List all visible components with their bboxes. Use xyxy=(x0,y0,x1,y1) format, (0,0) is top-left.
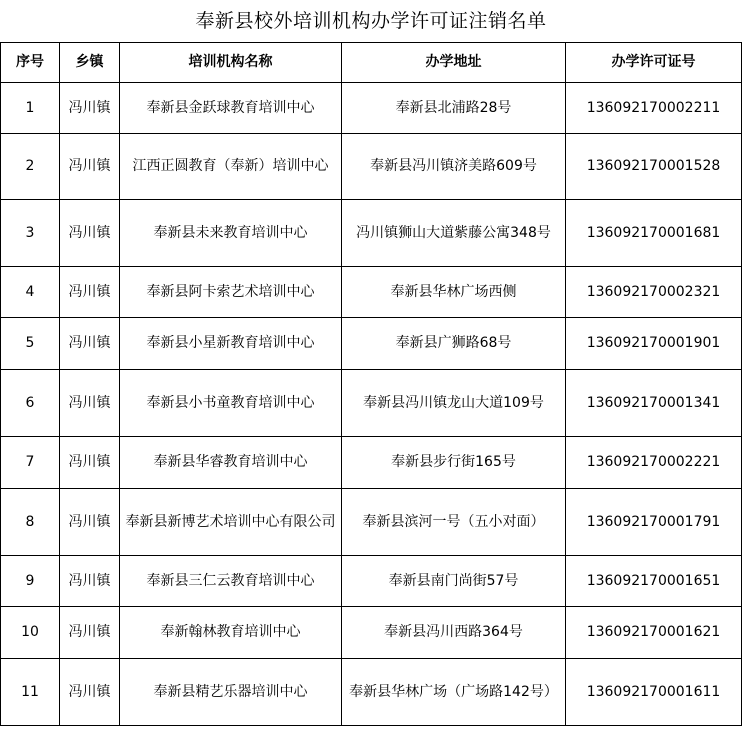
header-town: 乡镇 xyxy=(60,43,120,83)
cell-institution-name: 奉新县未来教育培训中心 xyxy=(120,200,342,267)
cell-license-number: 136092170001528 xyxy=(566,134,742,200)
cell-license-number: 136092170001901 xyxy=(566,318,742,370)
cell-town: 冯川镇 xyxy=(60,556,120,607)
cell-institution-name: 奉新县新博艺术培训中心有限公司 xyxy=(120,489,342,556)
cell-serial-number: 4 xyxy=(1,267,60,318)
table-row xyxy=(1,489,742,556)
cell-license-number: 136092170001621 xyxy=(566,607,742,659)
cell-license-number: 136092170001681 xyxy=(566,200,742,267)
cell-serial-number: 5 xyxy=(1,318,60,370)
cell-address: 奉新县冯川西路364号 xyxy=(342,607,566,659)
cell-town: 冯川镇 xyxy=(60,437,120,489)
cell-town: 冯川镇 xyxy=(60,370,120,437)
table-row xyxy=(1,607,742,659)
cell-town: 冯川镇 xyxy=(60,659,120,726)
cell-license-number: 136092170001791 xyxy=(566,489,742,556)
header-license-number: 办学许可证号 xyxy=(566,43,742,83)
cell-serial-number: 2 xyxy=(1,134,60,200)
cell-address: 奉新县步行街165号 xyxy=(342,437,566,489)
cell-address: 奉新县华林广场（广场路142号） xyxy=(342,659,566,726)
table-row xyxy=(1,134,742,200)
deregistration-table xyxy=(0,42,742,726)
cell-serial-number: 7 xyxy=(1,437,60,489)
cell-license-number: 136092170002321 xyxy=(566,267,742,318)
header-address: 办学地址 xyxy=(342,43,566,83)
table-row xyxy=(1,267,742,318)
cell-license-number: 136092170001341 xyxy=(566,370,742,437)
cell-license-number: 136092170001611 xyxy=(566,659,742,726)
cell-town: 冯川镇 xyxy=(60,607,120,659)
cell-address: 奉新县冯川镇龙山大道109号 xyxy=(342,370,566,437)
cell-serial-number: 1 xyxy=(1,83,60,134)
cell-serial-number: 11 xyxy=(1,659,60,726)
cell-institution-name: 奉新县小星新教育培训中心 xyxy=(120,318,342,370)
cell-institution-name: 奉新翰林教育培训中心 xyxy=(120,607,342,659)
cell-institution-name: 奉新县三仁云教育培训中心 xyxy=(120,556,342,607)
cell-town: 冯川镇 xyxy=(60,489,120,556)
cell-institution-name: 奉新县阿卡索艺术培训中心 xyxy=(120,267,342,318)
cell-address: 奉新县南门尚街57号 xyxy=(342,556,566,607)
cell-address: 奉新县北浦路28号 xyxy=(342,83,566,134)
cell-town: 冯川镇 xyxy=(60,200,120,267)
cell-town: 冯川镇 xyxy=(60,318,120,370)
cell-serial-number: 8 xyxy=(1,489,60,556)
table-row xyxy=(1,200,742,267)
table-row xyxy=(1,370,742,437)
table-body xyxy=(1,83,742,726)
cell-institution-name: 奉新县精艺乐器培训中心 xyxy=(120,659,342,726)
cell-serial-number: 3 xyxy=(1,200,60,267)
cell-address: 奉新县滨河一号（五小对面） xyxy=(342,489,566,556)
cell-town: 冯川镇 xyxy=(60,267,120,318)
table-row xyxy=(1,83,742,134)
cell-address: 奉新县华林广场西侧 xyxy=(342,267,566,318)
cell-license-number: 136092170001651 xyxy=(566,556,742,607)
header-institution-name: 培训机构名称 xyxy=(120,43,342,83)
cell-serial-number: 10 xyxy=(1,607,60,659)
cell-address: 奉新县冯川镇济美路609号 xyxy=(342,134,566,200)
cell-serial-number: 9 xyxy=(1,556,60,607)
cell-institution-name: 奉新县小书童教育培训中心 xyxy=(120,370,342,437)
cell-institution-name: 江西正圆教育（奉新）培训中心 xyxy=(120,134,342,200)
cell-town: 冯川镇 xyxy=(60,83,120,134)
cell-address: 冯川镇狮山大道紫藤公寓348号 xyxy=(342,200,566,267)
cell-town: 冯川镇 xyxy=(60,134,120,200)
table-row xyxy=(1,556,742,607)
table-row xyxy=(1,659,742,726)
table-row xyxy=(1,318,742,370)
cell-institution-name: 奉新县华睿教育培训中心 xyxy=(120,437,342,489)
cell-license-number: 136092170002221 xyxy=(566,437,742,489)
cell-address: 奉新县广狮路68号 xyxy=(342,318,566,370)
table-header-row xyxy=(1,43,742,83)
page-title: 奉新县校外培训机构办学许可证注销名单 xyxy=(195,10,547,32)
cell-license-number: 136092170002211 xyxy=(566,83,742,134)
cell-institution-name: 奉新县金跃球教育培训中心 xyxy=(120,83,342,134)
header-serial-number: 序号 xyxy=(1,43,60,83)
cell-serial-number: 6 xyxy=(1,370,60,437)
table-row xyxy=(1,437,742,489)
